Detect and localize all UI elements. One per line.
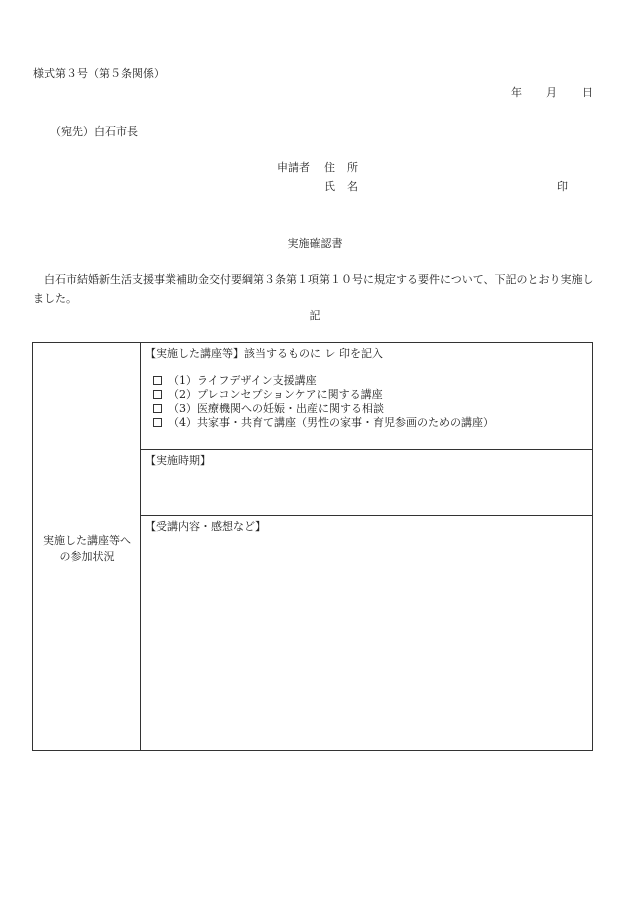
date-month-label: 月: [546, 86, 557, 99]
checkbox-icon[interactable]: [153, 404, 162, 413]
row-label-line1: 実施した講座等へ: [43, 534, 131, 547]
course-option-label: （3）医療機関への妊娠・出産に関する相談: [168, 402, 384, 415]
course-option-label: （2）プレコンセプションケアに関する講座: [168, 388, 383, 401]
seal-mark: 印: [557, 180, 568, 193]
course-cell: [141, 343, 592, 450]
name-label: 氏名: [324, 180, 370, 193]
content-header: 【受講内容・感想など】: [145, 520, 266, 533]
content-cell[interactable]: [141, 516, 592, 750]
document-title: 実施確認書: [287, 237, 343, 250]
form-number: 様式第３号（第５条関係）: [33, 67, 165, 80]
row-label-cell: [33, 343, 141, 750]
checkbox-icon[interactable]: [153, 418, 162, 427]
course-options: [153, 374, 494, 430]
record-table: [32, 342, 593, 751]
applicant-label: 申請者: [277, 161, 310, 174]
addressee: （宛先）白石市長: [50, 125, 138, 138]
course-header: 【実施した講座等】該当するものに レ 印を記入: [145, 347, 383, 360]
row-label-line2: の参加状況: [59, 550, 115, 563]
course-option-label: （1）ライフデザイン支援講座: [168, 374, 317, 387]
checkbox-icon[interactable]: [153, 390, 162, 399]
checkbox-icon[interactable]: [153, 376, 162, 385]
body-text: 白石市結婚新生活支援事業補助金交付要綱第３条第１項第１０号に規定する要件について、下記のとおり実施しました。: [33, 273, 594, 305]
course-option: [153, 388, 494, 402]
period-header: 【実施時期】: [145, 454, 211, 467]
row-label: [33, 533, 141, 565]
date-year-label: 年: [511, 86, 522, 99]
course-option-label: （4）共家事・共育て講座（男性の家事・育児参画のための講座）: [168, 416, 494, 429]
address-label: 住所: [324, 161, 370, 174]
ki-mark: 記: [309, 309, 321, 322]
course-option: [153, 374, 494, 388]
period-cell[interactable]: [141, 450, 592, 516]
date-day-label: 日: [582, 86, 593, 99]
course-option: [153, 416, 494, 430]
course-option: [153, 402, 494, 416]
